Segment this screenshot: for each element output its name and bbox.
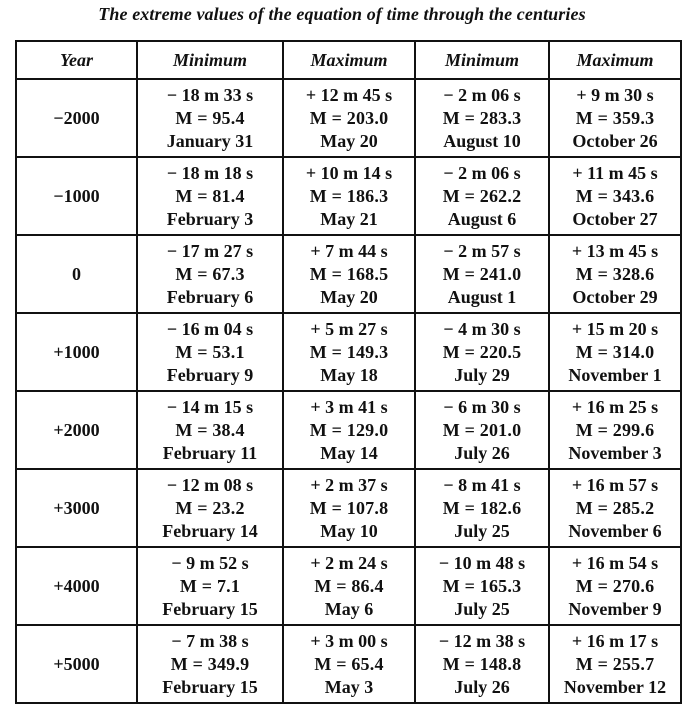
header-maximum-1: Maximum [283, 41, 415, 79]
table-row [16, 235, 681, 313]
mean-anomaly: M = 283.3 [442, 107, 522, 128]
value-cell-maximum-2 [549, 79, 681, 157]
extreme-date: May 6 [324, 598, 374, 619]
mean-anomaly: M = 7.1 [179, 575, 241, 596]
extreme-date: February 15 [162, 598, 258, 619]
year-cell: 0 [16, 235, 137, 313]
mean-anomaly: M = 220.5 [442, 341, 522, 362]
header-row [16, 41, 681, 79]
extreme-time: + 5 m 27 s [310, 318, 388, 339]
table-body [16, 79, 681, 703]
extreme-time: + 2 m 24 s [310, 552, 388, 573]
value-cell-minimum-1 [137, 79, 283, 157]
value-cell-maximum-2 [549, 391, 681, 469]
year-cell: +5000 [16, 625, 137, 703]
extreme-time: − 6 m 30 s [443, 396, 521, 417]
value-cell-maximum-1 [283, 157, 415, 235]
table-row [16, 313, 681, 391]
extreme-date: February 9 [166, 364, 254, 385]
extreme-time: + 15 m 20 s [571, 318, 659, 339]
value-cell-minimum-2 [415, 79, 549, 157]
extreme-date: August 1 [447, 286, 517, 307]
extreme-date: May 14 [320, 442, 378, 463]
extreme-date: February 6 [166, 286, 254, 307]
table-row [16, 625, 681, 703]
extreme-date: November 3 [568, 442, 662, 463]
table-row [16, 79, 681, 157]
mean-anomaly: M = 328.6 [575, 263, 655, 284]
value-cell-minimum-1 [137, 469, 283, 547]
mean-anomaly: M = 186.3 [309, 185, 389, 206]
mean-anomaly: M = 149.3 [309, 341, 389, 362]
extreme-time: + 12 m 45 s [305, 84, 393, 105]
value-cell-minimum-1 [137, 547, 283, 625]
mean-anomaly: M = 343.6 [575, 185, 655, 206]
extreme-date: July 26 [454, 442, 510, 463]
value-cell-minimum-1 [137, 313, 283, 391]
value-cell-minimum-2 [415, 157, 549, 235]
extreme-date: August 6 [447, 208, 517, 229]
mean-anomaly: M = 67.3 [175, 263, 245, 284]
value-cell-maximum-1 [283, 313, 415, 391]
value-cell-maximum-1 [283, 625, 415, 703]
extreme-date: July 25 [454, 520, 510, 541]
value-cell-minimum-1 [137, 157, 283, 235]
mean-anomaly: M = 349.9 [170, 653, 250, 674]
value-cell-minimum-1 [137, 625, 283, 703]
mean-anomaly: M = 38.4 [175, 419, 245, 440]
extreme-date: May 21 [320, 208, 378, 229]
value-cell-minimum-2 [415, 469, 549, 547]
header-minimum-2: Minimum [415, 41, 549, 79]
table-row [16, 391, 681, 469]
equation-of-time-table [15, 40, 682, 704]
extreme-date: February 15 [162, 676, 258, 697]
value-cell-maximum-2 [549, 625, 681, 703]
mean-anomaly: M = 262.2 [442, 185, 522, 206]
mean-anomaly: M = 53.1 [175, 341, 245, 362]
value-cell-minimum-2 [415, 547, 549, 625]
mean-anomaly: M = 359.3 [575, 107, 655, 128]
value-cell-maximum-2 [549, 469, 681, 547]
extreme-date: January 31 [166, 130, 254, 151]
value-cell-maximum-1 [283, 79, 415, 157]
extreme-date: November 12 [563, 676, 667, 697]
mean-anomaly: M = 86.4 [314, 575, 384, 596]
extreme-time: + 10 m 14 s [305, 162, 393, 183]
extreme-date: October 27 [572, 208, 658, 229]
year-cell: −2000 [16, 79, 137, 157]
extreme-time: + 9 m 30 s [576, 84, 654, 105]
extreme-time: + 11 m 45 s [572, 162, 658, 183]
extreme-date: May 18 [320, 364, 378, 385]
extreme-time: − 4 m 30 s [443, 318, 521, 339]
value-cell-minimum-2 [415, 625, 549, 703]
mean-anomaly: M = 285.2 [575, 497, 655, 518]
extreme-date: February 14 [162, 520, 258, 541]
header-year: Year [16, 41, 137, 79]
value-cell-maximum-2 [549, 547, 681, 625]
value-cell-minimum-2 [415, 391, 549, 469]
extreme-time: − 12 m 08 s [166, 474, 254, 495]
extreme-date: October 26 [572, 130, 658, 151]
extreme-time: + 13 m 45 s [571, 240, 659, 261]
extreme-date: February 11 [162, 442, 258, 463]
value-cell-maximum-2 [549, 157, 681, 235]
extreme-time: + 16 m 17 s [571, 630, 659, 651]
mean-anomaly: M = 148.8 [442, 653, 522, 674]
mean-anomaly: M = 255.7 [575, 653, 655, 674]
extreme-date: July 26 [454, 676, 510, 697]
year-cell: +2000 [16, 391, 137, 469]
mean-anomaly: M = 270.6 [575, 575, 655, 596]
mean-anomaly: M = 299.6 [575, 419, 655, 440]
extreme-time: + 16 m 57 s [571, 474, 659, 495]
mean-anomaly: M = 241.0 [442, 263, 522, 284]
mean-anomaly: M = 107.8 [309, 497, 389, 518]
extreme-date: November 9 [568, 598, 662, 619]
mean-anomaly: M = 203.0 [309, 107, 389, 128]
extreme-time: − 12 m 38 s [438, 630, 526, 651]
mean-anomaly: M = 129.0 [309, 419, 389, 440]
header-maximum-2: Maximum [549, 41, 681, 79]
year-cell: +1000 [16, 313, 137, 391]
extreme-date: February 3 [166, 208, 254, 229]
value-cell-maximum-1 [283, 547, 415, 625]
value-cell-maximum-2 [549, 313, 681, 391]
table-row [16, 469, 681, 547]
extreme-time: − 10 m 48 s [438, 552, 526, 573]
value-cell-minimum-2 [415, 235, 549, 313]
extreme-date: May 3 [324, 676, 374, 697]
extreme-time: − 14 m 15 s [166, 396, 254, 417]
mean-anomaly: M = 95.4 [175, 107, 245, 128]
mean-anomaly: M = 165.3 [442, 575, 522, 596]
value-cell-maximum-1 [283, 469, 415, 547]
extreme-time: − 2 m 06 s [443, 162, 521, 183]
mean-anomaly: M = 23.2 [175, 497, 245, 518]
extreme-time: − 2 m 06 s [443, 84, 521, 105]
extreme-time: − 18 m 18 s [166, 162, 254, 183]
extreme-date: May 20 [320, 130, 378, 151]
extreme-date: May 10 [320, 520, 378, 541]
mean-anomaly: M = 81.4 [175, 185, 245, 206]
table-caption: The extreme values of the equation of time through the centuries [98, 4, 586, 24]
year-cell: −1000 [16, 157, 137, 235]
extreme-date: May 20 [320, 286, 378, 307]
mean-anomaly: M = 314.0 [575, 341, 655, 362]
mean-anomaly: M = 168.5 [309, 263, 389, 284]
value-cell-minimum-2 [415, 313, 549, 391]
extreme-date: October 29 [572, 286, 658, 307]
year-cell: +4000 [16, 547, 137, 625]
extreme-time: + 3 m 00 s [310, 630, 388, 651]
table-row [16, 547, 681, 625]
extreme-date: July 29 [454, 364, 510, 385]
header-minimum-1: Minimum [137, 41, 283, 79]
value-cell-minimum-1 [137, 235, 283, 313]
extreme-time: − 9 m 52 s [171, 552, 249, 573]
extreme-time: − 7 m 38 s [171, 630, 249, 651]
extreme-date: November 6 [568, 520, 662, 541]
extreme-date: November 1 [568, 364, 662, 385]
year-cell: +3000 [16, 469, 137, 547]
extreme-time: − 8 m 41 s [443, 474, 521, 495]
extreme-time: + 3 m 41 s [310, 396, 388, 417]
extreme-time: − 2 m 57 s [443, 240, 521, 261]
extreme-date: August 10 [443, 130, 521, 151]
value-cell-maximum-1 [283, 391, 415, 469]
value-cell-maximum-2 [549, 235, 681, 313]
extreme-time: + 2 m 37 s [310, 474, 388, 495]
extreme-time: − 17 m 27 s [166, 240, 254, 261]
extreme-time: + 7 m 44 s [310, 240, 388, 261]
table-row [16, 157, 681, 235]
extreme-time: − 16 m 04 s [166, 318, 254, 339]
value-cell-minimum-1 [137, 391, 283, 469]
extreme-time: + 16 m 25 s [571, 396, 659, 417]
extreme-time: + 16 m 54 s [571, 552, 659, 573]
mean-anomaly: M = 182.6 [442, 497, 522, 518]
extreme-time: − 18 m 33 s [166, 84, 254, 105]
extreme-date: July 25 [454, 598, 510, 619]
mean-anomaly: M = 65.4 [314, 653, 384, 674]
mean-anomaly: M = 201.0 [442, 419, 522, 440]
value-cell-maximum-1 [283, 235, 415, 313]
